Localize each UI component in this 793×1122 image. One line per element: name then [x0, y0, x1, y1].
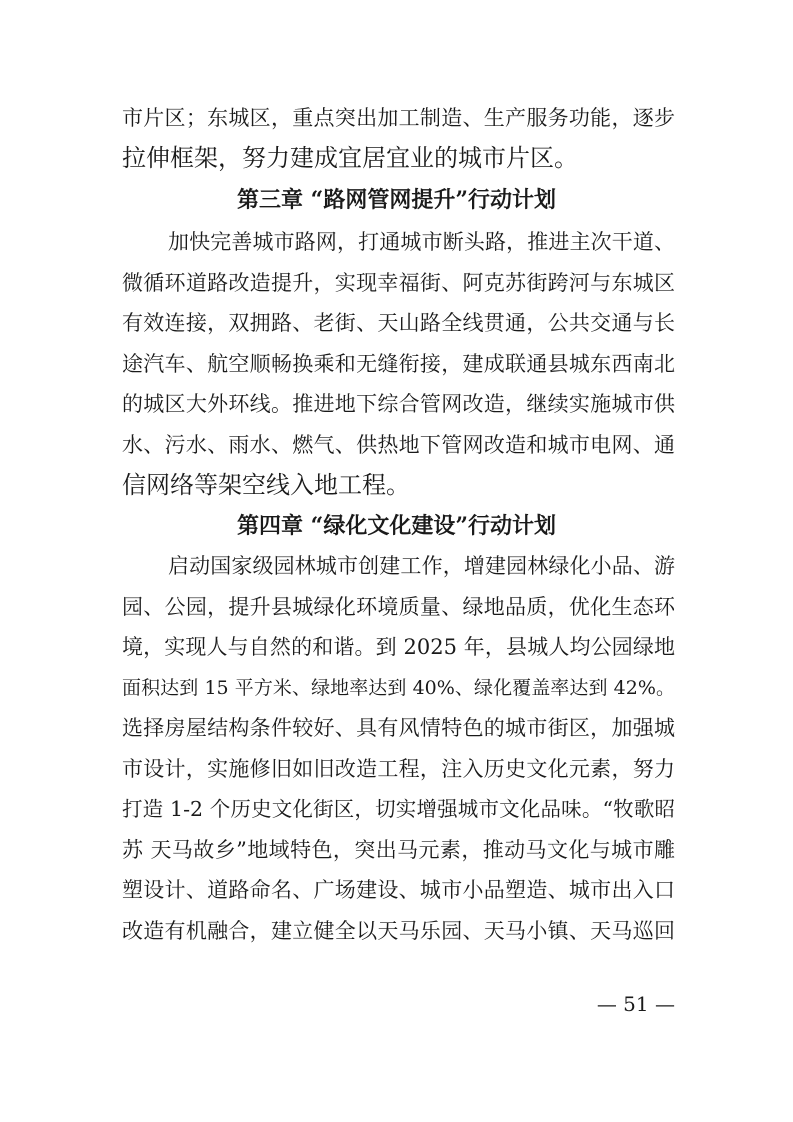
body-text-line: 市片区；东城区，重点突出加工制造、生产服务功能，逐步: [122, 106, 675, 130]
body-text-line: 有效连接，双拥路、老街、天山路全线贯通，公共交通与长: [122, 311, 675, 335]
body-text-line: 加快完善城市路网，打通城市断头路，推进主次干道、: [168, 230, 675, 254]
body-text-line: 的城区大外环线。推进地下综合管网改造，继续实施城市供: [122, 392, 675, 416]
body-text-line: 苏 天马故乡”地域特色，突出马元素，推动马文化与城市雕: [122, 838, 675, 862]
body-text-line: 打造 1-2 个历史文化街区，切实增强城市文化品味。“牧歌昭: [122, 797, 675, 821]
body-text-line: 面积达到 15 平方米、绿地率达到 40%、绿化覆盖率达到 42%。: [122, 677, 675, 699]
body-text-line: 拉伸框架，努力建成宜居宜业的城市片区。: [122, 144, 578, 172]
page-number: — 51 —: [596, 992, 675, 1016]
body-text-line: 信网络等架空线入地工程。: [122, 471, 410, 499]
body-text-line: 境，实现人与自然的和谐。到 2025 年，县城人均公园绿地: [122, 635, 675, 659]
body-text-line: 水、污水、雨水、燃气、供热地下管网改造和城市电网、通: [122, 433, 675, 457]
body-text-line: 市设计，实施修旧如旧改造工程，注入历史文化元素，努力: [122, 757, 675, 781]
chapter-3-heading: 第三章 “路网管网提升”行动计划: [237, 187, 556, 213]
body-text-line: 启动国家级园林城市创建工作，增建园林绿化小品、游: [168, 554, 675, 578]
body-text-line: 改造有机融合，建立健全以天马乐园、天马小镇、天马巡回: [122, 919, 675, 943]
body-text-line: 选择房屋结构条件较好、具有风情特色的城市街区，加强城: [122, 716, 675, 740]
chapter-4-heading: 第四章 “绿化文化建设”行动计划: [237, 513, 556, 539]
body-text-line: 园、公园，提升县城绿化环境质量、绿地品质，优化生态环: [122, 595, 675, 619]
body-text-line: 途汽车、航空顺畅换乘和无缝衔接，建成联通县城东西南北: [122, 352, 675, 376]
body-text-line: 微循环道路改造提升，实现幸福街、阿克苏街跨河与东城区: [122, 271, 675, 295]
body-text-line: 塑设计、道路命名、广场建设、城市小品塑造、城市出入口: [122, 878, 675, 902]
